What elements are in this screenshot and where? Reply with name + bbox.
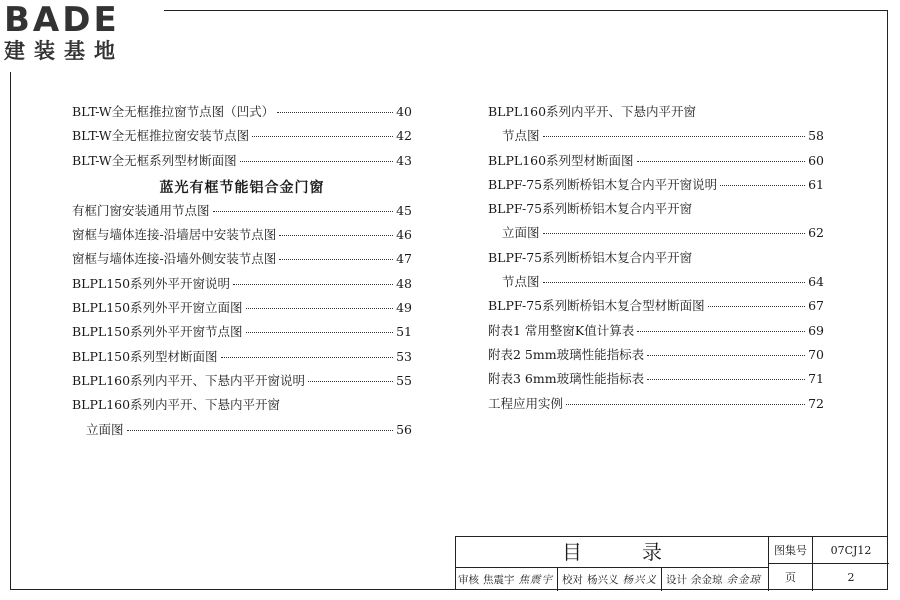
toc-entry-label: 有框门窗安装通用节点图: [72, 202, 210, 218]
dot-leader: [720, 185, 805, 186]
toc-entry[interactable]: [72, 201, 412, 225]
toc-entry[interactable]: [488, 272, 824, 296]
toc-entry[interactable]: [488, 248, 824, 272]
dot-leader: [279, 235, 393, 236]
toc-entry-page: 60: [808, 152, 824, 168]
toc-entry-page: 58: [808, 128, 824, 144]
title-block-signatures: [456, 568, 769, 591]
toc-entry-label: 节点图: [502, 128, 540, 144]
toc-entry[interactable]: [72, 371, 412, 395]
toc-entry-page: 69: [808, 322, 824, 338]
dot-leader: [240, 161, 394, 162]
toc-entry-page: 42: [396, 128, 412, 144]
dot-leader: [213, 211, 394, 212]
toc-entry-label: BLPF-75系列断桥铝木复合内平开窗: [488, 249, 693, 265]
toc-entry-label: 立面图: [502, 225, 540, 241]
toc-entry[interactable]: [72, 126, 412, 150]
dot-leader: [252, 136, 393, 137]
checker-name: 杨兴义: [587, 574, 619, 586]
dot-leader: [543, 136, 806, 137]
toc-entry[interactable]: [488, 369, 824, 393]
toc-entry-label: BLT-W全无框系列型材断面图: [72, 152, 237, 168]
dot-leader: [221, 357, 394, 358]
toc-entry[interactable]: [488, 151, 824, 175]
section-title: 蓝光有框节能铝合金门窗: [159, 179, 325, 196]
divider: [661, 568, 662, 591]
toc-entry-page: 49: [396, 300, 412, 316]
toc-entry[interactable]: [72, 420, 412, 444]
dot-leader: [279, 259, 393, 260]
toc-entry[interactable]: [72, 249, 412, 273]
dot-leader: [127, 430, 394, 431]
toc-entry-page: 43: [396, 152, 412, 168]
toc-right-column: [488, 102, 824, 418]
dot-leader: [637, 161, 806, 162]
title-block-meta: [769, 537, 889, 591]
toc-entry[interactable]: [72, 298, 412, 322]
toc-entry[interactable]: [488, 394, 824, 418]
check-label: 校对: [562, 574, 583, 586]
toc-entry-page: 48: [396, 275, 412, 291]
toc-entry-page: 71: [808, 371, 824, 387]
toc-entry[interactable]: [72, 395, 412, 419]
toc-entry-page: 72: [808, 395, 824, 411]
toc-left-column: [72, 102, 412, 444]
toc-entry-label: BLPL160系列内平开、下悬内平开窗说明: [72, 372, 306, 388]
logo: [4, 2, 164, 72]
toc-entry-page: 40: [396, 104, 412, 119]
toc-entry-label: BLPF-75系列断桥铝木复合内平开窗说明: [488, 176, 718, 192]
toc-entry-label: 窗框与墙体连接-沿墙居中安装节点图: [72, 227, 277, 243]
toc-entry-label: BLPL150系列外平开窗节点图: [72, 324, 243, 340]
toc-entry[interactable]: [488, 199, 824, 223]
toc-entry[interactable]: [488, 345, 824, 369]
toc-entry-page: 62: [808, 225, 824, 241]
title-block-title: 目录: [456, 537, 769, 568]
toc-entry-page: 61: [808, 176, 824, 192]
toc-entry-label: 立面图: [86, 421, 124, 437]
review-label: 审核: [458, 574, 479, 586]
toc-entry-label: BLPL150系列外平开窗立面图: [72, 300, 243, 316]
logo-text-en: BADE: [4, 0, 120, 40]
dot-leader: [708, 306, 805, 307]
toc-entry-page: 45: [396, 202, 412, 218]
toc-entry-label: BLPL150系列外平开窗说明: [72, 275, 231, 291]
toc-entry-page: 67: [808, 298, 824, 314]
page-number: 2: [847, 571, 855, 584]
toc-entry[interactable]: [72, 347, 412, 371]
toc-entry[interactable]: [72, 322, 412, 346]
atlas-number: 07CJ12: [813, 537, 889, 564]
toc-entry-page: 70: [808, 346, 824, 362]
page-label: 页: [769, 564, 813, 591]
designer-name: 余金琼: [691, 574, 723, 586]
dot-leader: [233, 284, 393, 285]
designer-signature: 余金琼: [726, 574, 761, 586]
title-block: [455, 536, 888, 590]
toc-entry[interactable]: [488, 102, 824, 126]
dot-leader: [308, 381, 393, 382]
toc-entry[interactable]: [488, 175, 824, 199]
dot-leader: [637, 331, 805, 332]
toc-entry[interactable]: [488, 223, 824, 247]
dot-leader: [566, 404, 805, 405]
dot-leader: [246, 332, 394, 333]
dot-leader: [543, 233, 806, 234]
toc-entry-page: 47: [396, 251, 412, 267]
divider: [557, 568, 558, 591]
toc-entry-label: 附表2 5mm玻璃性能指标表: [488, 346, 645, 362]
toc-entry[interactable]: [72, 274, 412, 298]
toc-entry[interactable]: [72, 225, 412, 249]
toc-entry-page: 55: [396, 372, 412, 388]
toc-entry-label: BLPF-75系列断桥铝木复合型材断面图: [488, 298, 705, 314]
toc-entry[interactable]: [72, 151, 412, 175]
toc-entry-page: 56: [396, 421, 412, 437]
toc-entry-label: BLPL160系列内平开、下悬内平开窗: [488, 104, 697, 119]
atlas-number-label: 图集号: [769, 537, 813, 564]
toc-entry-page: 64: [808, 274, 824, 290]
toc-entry-label: 节点图: [502, 274, 540, 290]
logo-text-cn: 建装基地: [4, 39, 124, 63]
toc-entry[interactable]: [72, 102, 412, 126]
toc-entry-page: 53: [396, 348, 412, 364]
checker-signature: 杨兴义: [622, 574, 657, 586]
toc-entry-label: BLT-W全无框推拉窗安装节点图: [72, 128, 250, 144]
design-label: 设计: [666, 574, 687, 586]
dot-leader: [246, 308, 394, 309]
toc-entry-label: BLT-W全无框推拉窗节点图（凹式）: [72, 104, 275, 119]
reviewer-name: 焦震宇: [483, 574, 515, 586]
dot-leader: [647, 355, 805, 356]
toc-entry-page: 51: [396, 324, 412, 340]
dot-leader: [647, 379, 805, 380]
toc-entry-label: 窗框与墙体连接-沿墙外侧安装节点图: [72, 251, 277, 267]
toc-entry[interactable]: [488, 321, 824, 345]
toc-entry[interactable]: [488, 126, 824, 150]
toc-entry-label: 附表1 常用整窗K值计算表: [488, 322, 635, 338]
dot-leader: [543, 282, 806, 283]
toc-entry-label: 工程应用实例: [488, 395, 564, 411]
toc-entry-label: BLPL160系列内平开、下悬内平开窗: [72, 397, 281, 413]
toc-entry-label: BLPL150系列型材断面图: [72, 348, 218, 364]
reviewer-signature: 焦震宇: [518, 574, 553, 586]
dot-leader: [277, 112, 393, 113]
toc-entry[interactable]: [488, 296, 824, 320]
toc-entry-label: BLPF-75系列断桥铝木复合内平开窗: [488, 201, 693, 217]
toc-entry-page: 46: [396, 227, 412, 243]
toc-entry-label: 附表3 6mm玻璃性能指标表: [488, 371, 645, 387]
toc-entry-label: BLPL160系列型材断面图: [488, 152, 634, 168]
